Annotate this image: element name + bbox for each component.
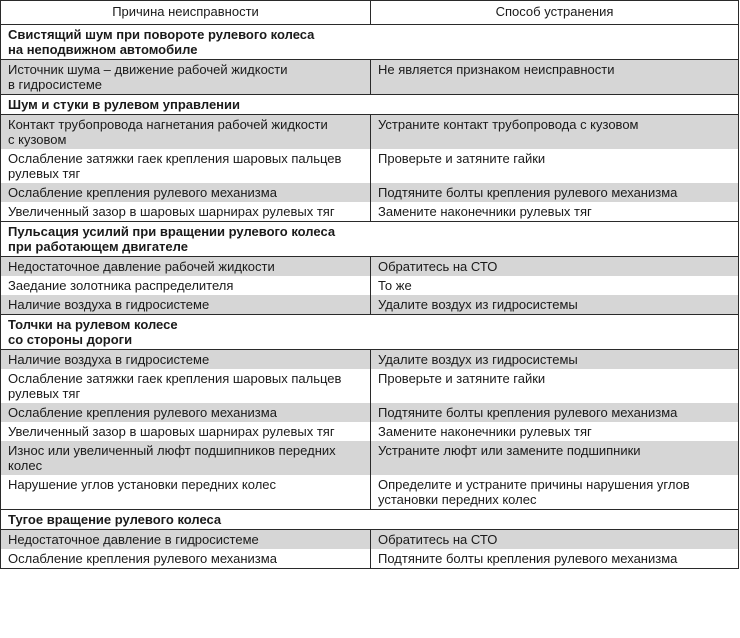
section-row	[1, 25, 739, 60]
table-row	[1, 295, 739, 315]
table-row	[1, 257, 739, 277]
remedy-cell: Удалите воздух из гидросистемы	[371, 295, 739, 315]
remedy-cell: Не является признаком неисправности	[371, 60, 739, 95]
header-row	[1, 1, 739, 25]
remedy-cell: Обратитесь на СТО	[371, 257, 739, 277]
remedy-cell: То же	[371, 276, 739, 295]
header-cause: Причина неисправности	[1, 1, 371, 25]
section-title: Шум и стуки в рулевом управлении	[1, 95, 739, 115]
cause-cell: Ослабление крепления рулевого механизма	[1, 403, 371, 422]
table-row	[1, 350, 739, 370]
remedy-cell: Подтяните болты крепления рулевого механизма	[371, 403, 739, 422]
header-remedy: Способ устранения	[371, 1, 739, 25]
table-row	[1, 530, 739, 550]
cause-cell: Недостаточное давление рабочей жидкости	[1, 257, 371, 277]
section-row	[1, 222, 739, 257]
section-title: Тугое вращение рулевого колеса	[1, 510, 739, 530]
cause-cell: Увеличенный зазор в шаровых шарнирах рулевых тяг	[1, 422, 371, 441]
remedy-cell: Обратитесь на СТО	[371, 530, 739, 550]
cause-cell: Износ или увеличенный люфт подшипников передних колес	[1, 441, 371, 475]
remedy-cell: Удалите воздух из гидросистемы	[371, 350, 739, 370]
table-row	[1, 475, 739, 510]
remedy-cell: Подтяните болты крепления рулевого механизма	[371, 183, 739, 202]
cause-cell: Нарушение углов установки передних колес	[1, 475, 371, 510]
table-row	[1, 115, 739, 150]
cause-cell: Недостаточное давление в гидросистеме	[1, 530, 371, 550]
cause-cell: Источник шума – движение рабочей жидкости в гидросистеме	[1, 60, 371, 95]
remedy-cell: Замените наконечники рулевых тяг	[371, 202, 739, 222]
cause-cell: Ослабление затяжки гаек крепления шаровых пальцев рулевых тяг	[1, 369, 371, 403]
cause-cell: Ослабление крепления рулевого механизма	[1, 183, 371, 202]
remedy-cell: Подтяните болты крепления рулевого механизма	[371, 549, 739, 569]
table-row	[1, 183, 739, 202]
section-title: Свистящий шум при повороте рулевого колеса на неподвижном автомобиле	[1, 25, 739, 60]
remedy-cell: Замените наконечники рулевых тяг	[371, 422, 739, 441]
table-body	[1, 25, 739, 569]
section-title: Пульсация усилий при вращении рулевого колеса при работающем двигателе	[1, 222, 739, 257]
table-row	[1, 441, 739, 475]
remedy-cell: Устраните контакт трубопровода с кузовом	[371, 115, 739, 150]
cause-cell: Наличие воздуха в гидросистеме	[1, 350, 371, 370]
table-header	[1, 1, 739, 25]
cause-cell: Увеличенный зазор в шаровых шарнирах рулевых тяг	[1, 202, 371, 222]
cause-cell: Наличие воздуха в гидросистеме	[1, 295, 371, 315]
remedy-cell: Устраните люфт или замените подшипники	[371, 441, 739, 475]
table-row	[1, 276, 739, 295]
table-row	[1, 403, 739, 422]
table-row	[1, 60, 739, 95]
section-row	[1, 315, 739, 350]
section-row	[1, 95, 739, 115]
table-row	[1, 369, 739, 403]
cause-cell: Ослабление затяжки гаек крепления шаровых пальцев рулевых тяг	[1, 149, 371, 183]
remedy-cell: Проверьте и затяните гайки	[371, 369, 739, 403]
remedy-cell: Определите и устраните причины нарушения углов установки передних колес	[371, 475, 739, 510]
cause-cell: Заедание золотника распределителя	[1, 276, 371, 295]
section-row	[1, 510, 739, 530]
remedy-cell: Проверьте и затяните гайки	[371, 149, 739, 183]
table-row	[1, 549, 739, 569]
table-row	[1, 149, 739, 183]
cause-cell: Ослабление крепления рулевого механизма	[1, 549, 371, 569]
cause-cell: Контакт трубопровода нагнетания рабочей жидкости с кузовом	[1, 115, 371, 150]
table-row	[1, 422, 739, 441]
table-row	[1, 202, 739, 222]
section-title: Толчки на рулевом колесе со стороны дороги	[1, 315, 739, 350]
